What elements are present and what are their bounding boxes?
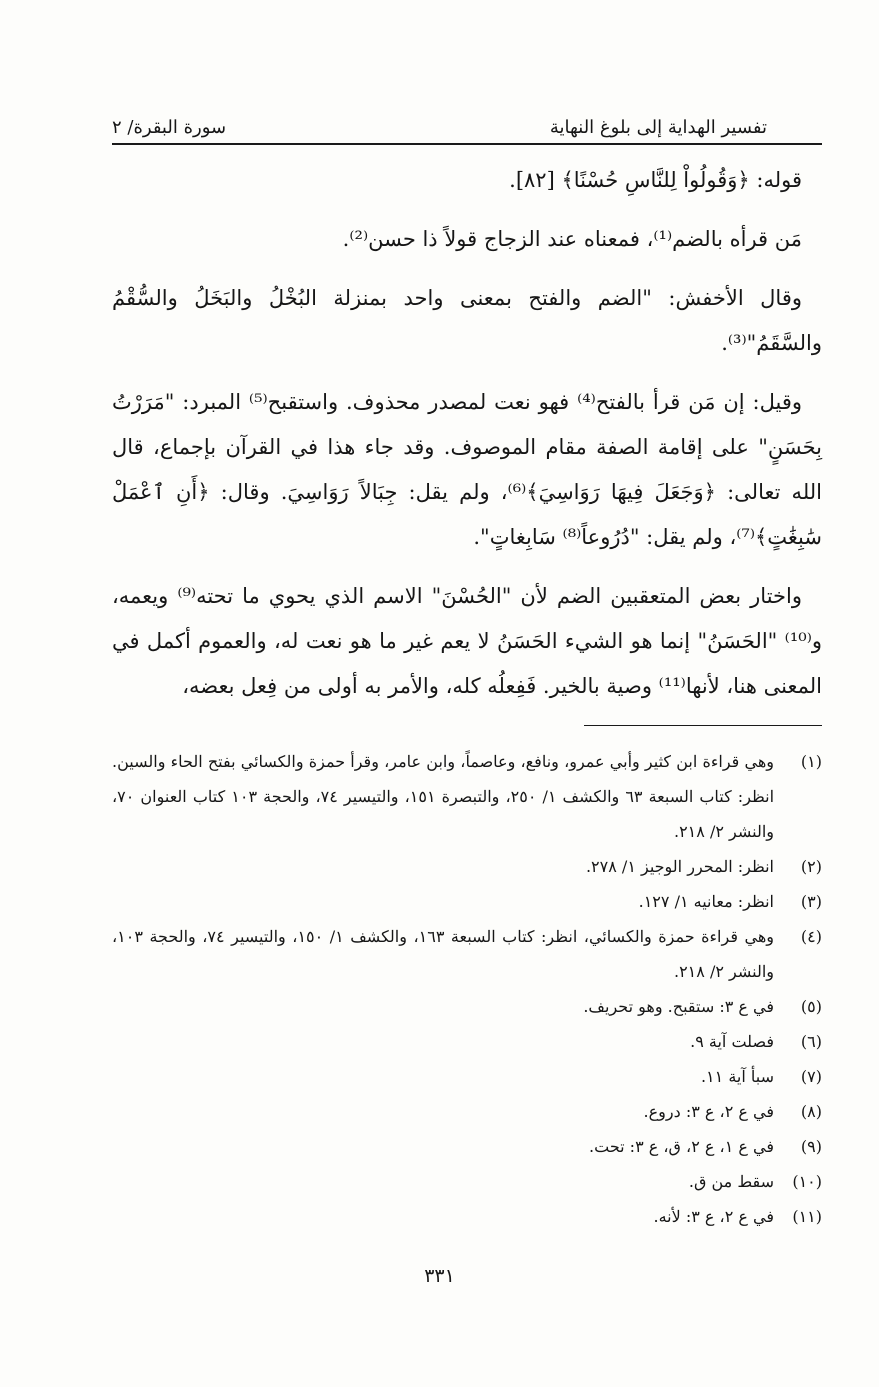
running-header [112, 108, 767, 138]
footnote [112, 919, 822, 989]
footnote-text: وهي قراءة حمزة والكسائي، انظر: كتاب السبعة ١٦٣، والكشف ١/ ١٥٠، والتيسير ٧٤، والحجة ١٠٣، والنشر ٢/ ٢١٨. [112, 927, 774, 981]
book-title: تفسير الهداية إلى بلوغ النهاية [549, 117, 767, 138]
footnote [112, 989, 822, 1024]
footnote-number: (٧) [800, 1067, 822, 1086]
footnote-number: (٨) [800, 1102, 822, 1121]
footnote [112, 884, 822, 919]
footnote-text: سقط من ق. [688, 1172, 774, 1191]
footnote-text: انظر: المحرر الوجيز ١/ ٢٧٨. [585, 857, 774, 876]
page-number: ٣٣١ [424, 1265, 455, 1287]
footnote-number: (١) [800, 752, 822, 771]
footnote [112, 1024, 822, 1059]
footnote [112, 1129, 822, 1164]
footnote-number: (٣) [800, 892, 822, 911]
footnote [112, 849, 822, 884]
footnote-number: (١١) [792, 1207, 822, 1226]
paragraph-akhfash: وقال الأخفش: "الضم والفتح بمعنى واحد بمنزلة البُخْلُ والبَخَلُ والسُّقْمُ والسَّقَمُ"⁽³⁾. [112, 286, 822, 355]
footnote-number: (٥) [800, 997, 822, 1016]
paragraph-reading-damma: مَن قرأه بالضم⁽¹⁾، فمعناه عند الزجاج قولاً ذا حسن⁽²⁾. [342, 227, 802, 251]
footnote-number: (٤) [800, 927, 822, 946]
footnote [112, 1164, 822, 1199]
header-rule [112, 143, 822, 145]
footnote-text: في ع ١، ع ٢، ق، ع ٣: تحت. [589, 1137, 774, 1156]
paragraph-verse: قوله: ﴿وَقُولُواْ لِلنَّاسِ حُسْنًا﴾ [٨٢]. [509, 168, 802, 192]
footnote-text: وهي قراءة ابن كثير وأبي عمرو، ونافع، وعاصماً، وابن عامر، وقرأ حمزة والكسائي بفتح الحاء والسين. انظر: كتاب السبعة ٦٣ والكشف ١/ ٢٥٠، والتبصرة ١٥١، والتيسير ٧٤، والحجة ١٠٣ كتاب العنوان ٧٠، والنشر ٢/ ٢١٨. [112, 752, 775, 841]
footnote [112, 1199, 822, 1234]
footnote-number: (٦) [800, 1032, 822, 1051]
footnote-number: (٢) [800, 857, 822, 876]
main-text [112, 158, 822, 723]
footnote-text: انظر: معانيه ١/ ١٢٧. [638, 892, 774, 911]
footnote-number: (٩) [800, 1137, 822, 1156]
paragraph-preference: واختار بعض المتعقبين الضم لأن "الحُسْنَ" الاسم الذي يحوي ما تحته⁽⁹⁾ ويعمه، و⁽¹⁰⁾ "الحَسَنُ" إنما هو الشيء الحَسَنُ لا يعم غير ما هو نعت له، والعموم أكمل في المعنى هنا، لأنها⁽¹¹⁾ وصية بالخير. فَفِعلُه كله، والأمر به أولى من فِعل بعضه، [112, 584, 822, 698]
surah-label: سورة البقرة/ ٢ [112, 117, 227, 138]
footnote [112, 1059, 822, 1094]
footnote-text: في ع ٢، ع ٣: لأنه. [653, 1207, 774, 1226]
paragraph-reading-fatha: وقيل: إن مَن قرأ بالفتح⁽⁴⁾ فهو نعت لمصدر محذوف. واستقبح⁽⁵⁾ المبرد: "مَرَرْتُ بِحَسَنٍ" على إقامة الصفة مقام الموصوف. وقد جاء هذا في القرآن بإجماع، قال الله تعالى: ﴿وَجَعَلَ فِيهَا رَوَاسِيَ﴾⁽⁶⁾، ولم يقل: جِبَالاً رَوَاسِيَ. وقال: ﴿أَنِ ٱعْمَلْ سَٰبِغَٰتٍ﴾⁽⁷⁾، ولم يقل: "دُرُوعاً⁽⁸⁾ سَابِغاتٍ". [112, 390, 823, 549]
footnote-text: في ع ٢، ع ٣: دروع. [643, 1102, 774, 1121]
footnote-text: سبأ آية ١١. [700, 1067, 774, 1086]
footnote-text: فصلت آية ٩. [690, 1032, 774, 1051]
footnote [112, 1094, 822, 1129]
footnote-text: في ع ٣: ستقبح. وهو تحريف. [583, 997, 774, 1016]
footnote-separator [584, 725, 822, 726]
footnote-number: (١٠) [792, 1172, 822, 1191]
footnote [112, 744, 822, 849]
footnotes [112, 744, 822, 1234]
